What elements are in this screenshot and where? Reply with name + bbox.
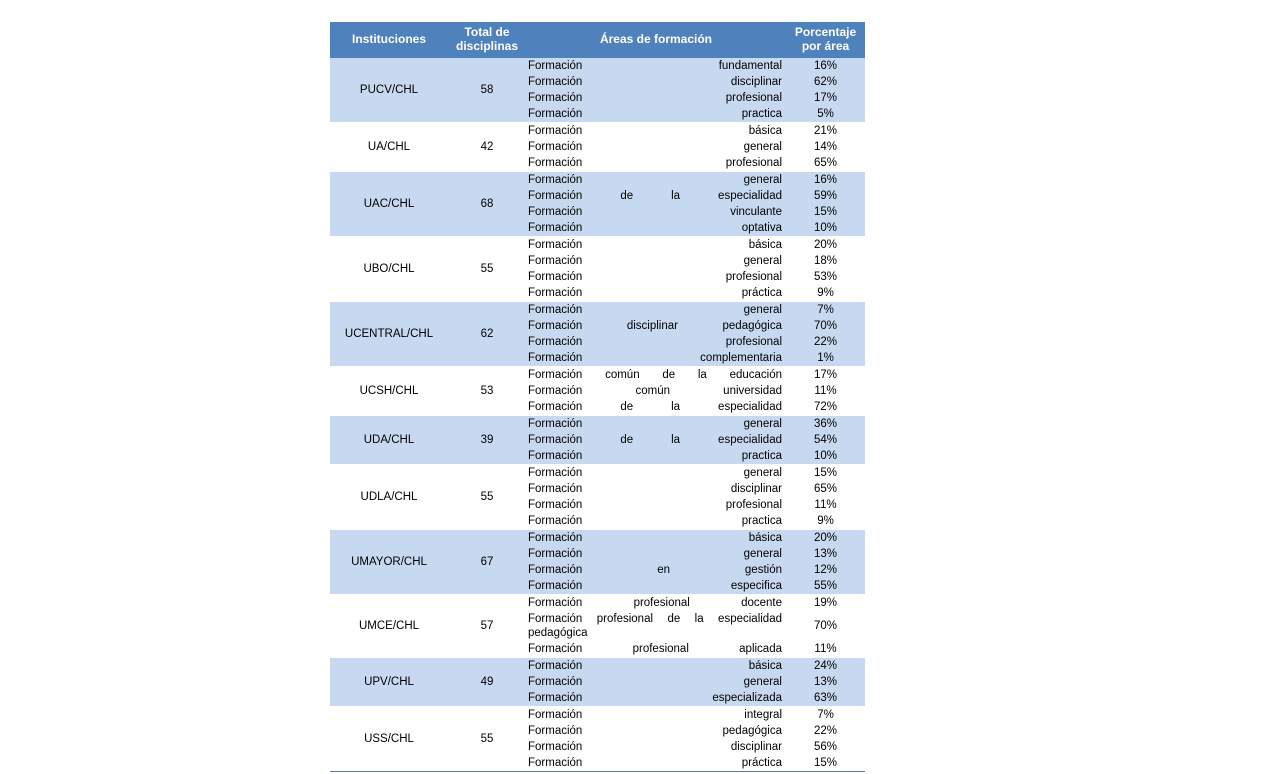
percent-cell: 14% xyxy=(786,139,865,155)
total-disciplines-cell: 57 xyxy=(448,595,526,658)
area-cell: Formación profesional xyxy=(526,497,786,513)
percent-cell: 70% xyxy=(786,611,865,641)
percent-cell: 36% xyxy=(786,415,865,432)
table-row xyxy=(330,464,865,481)
total-disciplines-cell: 58 xyxy=(448,58,526,123)
total-disciplines-cell: 49 xyxy=(448,658,526,707)
percent-cell: 56% xyxy=(786,739,865,755)
institution-cell: UAC/CHL xyxy=(330,171,448,236)
table-row xyxy=(330,415,865,432)
institution-cell: UMCE/CHL xyxy=(330,595,448,658)
area-cell: Formación de la especialidad xyxy=(526,432,786,448)
total-disciplines-cell: 67 xyxy=(448,530,526,595)
percent-cell: 53% xyxy=(786,269,865,285)
percent-cell: 72% xyxy=(786,399,865,416)
area-cell: Formación integral xyxy=(526,707,786,724)
area-cell: Formación básica xyxy=(526,236,786,253)
percent-cell: 18% xyxy=(786,253,865,269)
percent-cell: 20% xyxy=(786,236,865,253)
percent-cell: 55% xyxy=(786,578,865,595)
table-row xyxy=(330,366,865,383)
percent-cell: 9% xyxy=(786,513,865,530)
total-disciplines-cell: 55 xyxy=(448,707,526,772)
area-cell: Formación básica xyxy=(526,122,786,139)
area-cell: Formación practica xyxy=(526,448,786,465)
area-cell: Formación profesional xyxy=(526,334,786,350)
column-header-areas: Áreas de formación xyxy=(526,22,786,58)
institution-cell: USS/CHL xyxy=(330,707,448,772)
percent-cell: 13% xyxy=(786,546,865,562)
percent-cell: 11% xyxy=(786,383,865,399)
total-disciplines-cell: 53 xyxy=(448,366,526,415)
area-cell: Formación disciplinar xyxy=(526,74,786,90)
area-cell: Formación general xyxy=(526,253,786,269)
column-header-total: Total de disciplinas xyxy=(448,22,526,58)
percent-cell: 22% xyxy=(786,334,865,350)
percent-cell: 16% xyxy=(786,58,865,74)
percent-cell: 10% xyxy=(786,448,865,465)
area-cell: Formación de la especialidad xyxy=(526,188,786,204)
area-cell: Formación general xyxy=(526,674,786,690)
percent-cell: 9% xyxy=(786,285,865,302)
percent-cell: 65% xyxy=(786,481,865,497)
percent-cell: 22% xyxy=(786,723,865,739)
institution-cell: UCENTRAL/CHL xyxy=(330,301,448,366)
table-row xyxy=(330,58,865,74)
percent-cell: 24% xyxy=(786,658,865,675)
area-cell: Formación profesional xyxy=(526,90,786,106)
percent-cell: 15% xyxy=(786,755,865,772)
percent-cell: 17% xyxy=(786,366,865,383)
percent-cell: 7% xyxy=(786,707,865,724)
table-row xyxy=(330,530,865,547)
formacion-areas-table xyxy=(330,22,865,774)
percent-cell: 5% xyxy=(786,106,865,123)
institution-cell: UDLA/CHL xyxy=(330,464,448,529)
total-disciplines-cell: 42 xyxy=(448,122,526,171)
area-cell: Formación disciplinar xyxy=(526,481,786,497)
percent-cell: 62% xyxy=(786,74,865,90)
institution-cell: UA/CHL xyxy=(330,122,448,171)
area-cell: Formación optativa xyxy=(526,220,786,237)
table-row xyxy=(330,658,865,675)
column-header-percent: Porcentaje por área xyxy=(786,22,865,58)
percent-cell: 70% xyxy=(786,318,865,334)
area-cell: Formación vinculante xyxy=(526,204,786,220)
percent-cell: 11% xyxy=(786,641,865,658)
area-cell: Formación complementaria xyxy=(526,350,786,367)
area-cell: Formación especifica xyxy=(526,578,786,595)
percent-cell: 15% xyxy=(786,464,865,481)
table-row xyxy=(330,707,865,724)
area-cell: Formación básica xyxy=(526,658,786,675)
area-cell: Formación general xyxy=(526,464,786,481)
table-row xyxy=(330,122,865,139)
institution-cell: UDA/CHL xyxy=(330,415,448,464)
percent-cell: 10% xyxy=(786,220,865,237)
percent-cell: 17% xyxy=(786,90,865,106)
percent-cell: 12% xyxy=(786,562,865,578)
table-row xyxy=(330,301,865,318)
area-cell: Formación profesional aplicada xyxy=(526,641,786,658)
area-cell: Formación práctica xyxy=(526,285,786,302)
percent-cell: 11% xyxy=(786,497,865,513)
percent-cell: 7% xyxy=(786,301,865,318)
area-cell: Formación de la especialidad xyxy=(526,399,786,416)
percent-cell: 54% xyxy=(786,432,865,448)
area-cell: Formación general xyxy=(526,546,786,562)
area-cell: Formación profesional docente xyxy=(526,595,786,612)
column-header-institution: Instituciones xyxy=(330,22,448,58)
area-cell: Formación general xyxy=(526,415,786,432)
percent-cell: 65% xyxy=(786,155,865,172)
institution-cell: UPV/CHL xyxy=(330,658,448,707)
total-disciplines-cell: 68 xyxy=(448,171,526,236)
area-cell: Formación pedagógica xyxy=(526,723,786,739)
area-cell: Formación básica xyxy=(526,530,786,547)
institution-cell: UCSH/CHL xyxy=(330,366,448,415)
table-header-row xyxy=(330,22,865,58)
area-cell: Formación fundamental xyxy=(526,58,786,74)
percent-cell: 1% xyxy=(786,350,865,367)
percent-cell: 20% xyxy=(786,530,865,547)
area-cell: Formación en gestión xyxy=(526,562,786,578)
table-row xyxy=(330,236,865,253)
area-cell: Formación profesional xyxy=(526,155,786,172)
area-cell: Formación práctica xyxy=(526,755,786,772)
total-disciplines-cell: 55 xyxy=(448,236,526,301)
percent-cell: 59% xyxy=(786,188,865,204)
area-cell: Formación disciplinar xyxy=(526,739,786,755)
percent-cell: 13% xyxy=(786,674,865,690)
institution-cell: UBO/CHL xyxy=(330,236,448,301)
area-cell: Formación general xyxy=(526,301,786,318)
total-disciplines-cell: 39 xyxy=(448,415,526,464)
area-cell: Formación general xyxy=(526,171,786,188)
area-cell: Formación común de la educación xyxy=(526,366,786,383)
institution-cell: PUCV/CHL xyxy=(330,58,448,123)
percent-cell: 63% xyxy=(786,690,865,707)
total-disciplines-cell: 62 xyxy=(448,301,526,366)
area-cell: Formación practica xyxy=(526,106,786,123)
area-cell: Formación general xyxy=(526,139,786,155)
total-disciplines-cell: 55 xyxy=(448,464,526,529)
area-cell: Formación profesional de la especialidad pedagógica xyxy=(526,611,786,641)
table-header xyxy=(330,22,865,58)
area-cell: Formación profesional xyxy=(526,269,786,285)
area-cell: Formación especializada xyxy=(526,690,786,707)
area-cell: Formación disciplinar pedagógica xyxy=(526,318,786,334)
percent-cell: 16% xyxy=(786,171,865,188)
table-container xyxy=(330,22,865,774)
area-cell: Formación común universidad xyxy=(526,383,786,399)
table-row xyxy=(330,171,865,188)
table-body xyxy=(330,58,865,772)
institution-cell: UMAYOR/CHL xyxy=(330,530,448,595)
percent-cell: 21% xyxy=(786,122,865,139)
table-row xyxy=(330,595,865,612)
percent-cell: 15% xyxy=(786,204,865,220)
area-cell: Formación practica xyxy=(526,513,786,530)
percent-cell: 19% xyxy=(786,595,865,612)
